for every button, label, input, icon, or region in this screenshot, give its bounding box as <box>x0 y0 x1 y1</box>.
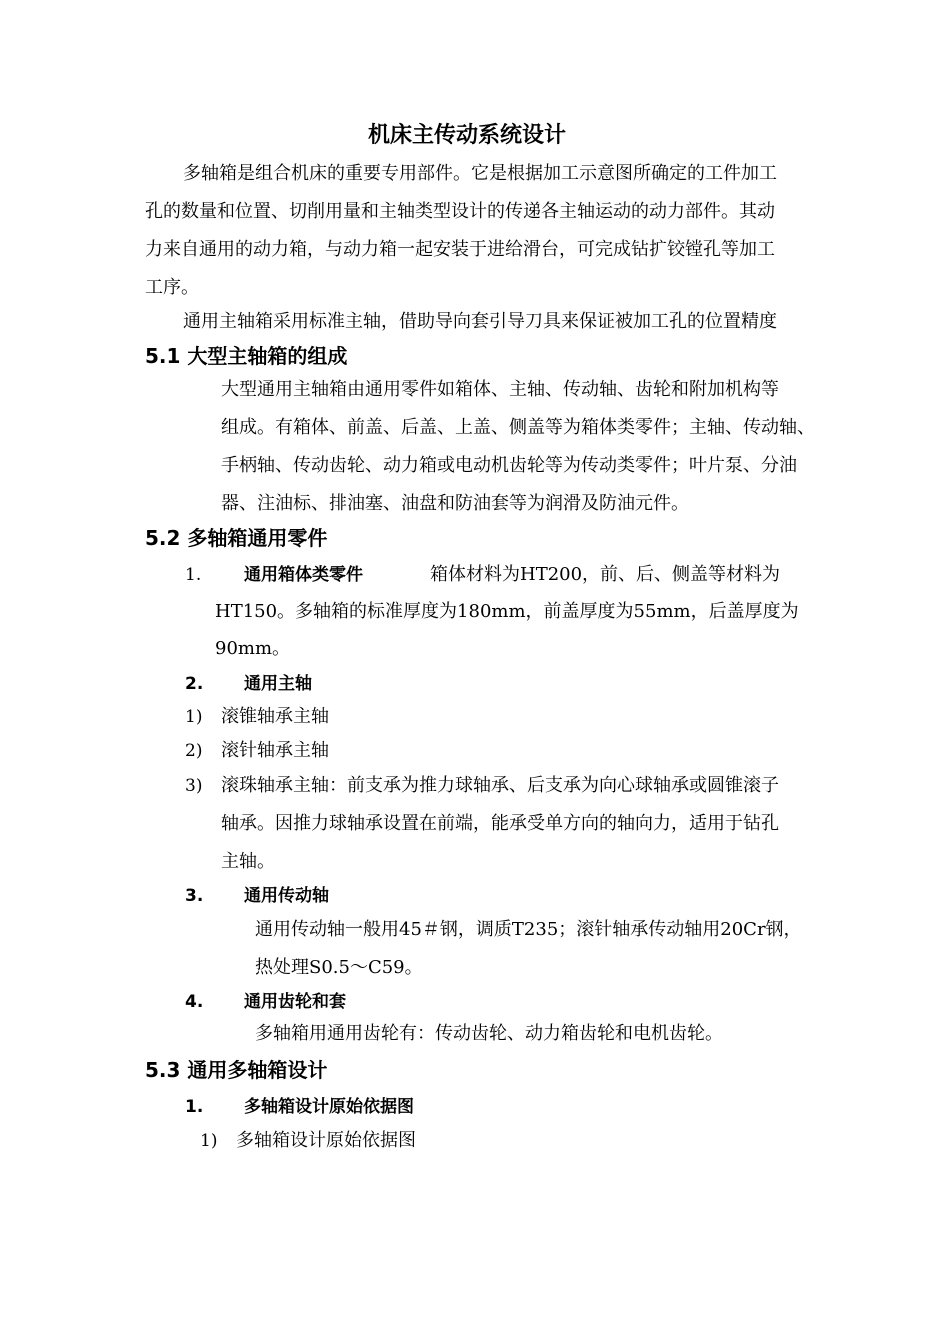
s52-item2-sub1-number: 1) <box>185 707 203 727</box>
s52-item2-sub2-number: 2) <box>185 741 203 761</box>
s51-line-1: 大型通用主轴箱由通用零件如箱体、主轴、传动轴、齿轮和附加机构等 <box>221 379 779 400</box>
s52-item2-sub3-number: 3) <box>185 776 203 796</box>
s52-item2-label: 通用主轴 <box>244 674 312 694</box>
s52-item3-label: 通用传动轴 <box>244 886 329 906</box>
s52-item3-line-2: 热处理S0.5～C59。 <box>255 957 423 978</box>
s52-item2-sub3-cont-2: 主轴。 <box>221 851 275 872</box>
s52-item1-line-2: HT150。多轴箱的标准厚度为180mm，前盖厚度为55mm，后盖厚度为 <box>215 601 799 622</box>
intro-line-4: 工序。 <box>145 277 199 298</box>
s51-line-3: 手柄轴、传动齿轮、动力箱或电动机齿轮等为传动类零件；叶片泵、分油 <box>221 455 797 476</box>
s52-item4-label: 通用齿轮和套 <box>244 992 346 1012</box>
s51-line-2: 组成。有箱体、前盖、后盖、上盖、侧盖等为箱体类零件；主轴、传动轴、 <box>221 417 815 438</box>
section-heading-5-3: 5.3 通用多轴箱设计 <box>145 1058 328 1082</box>
s53-item1-label: 多轴箱设计原始依据图 <box>244 1097 414 1117</box>
s52-item1-line-1: 箱体材料为HT200，前、后、侧盖等材料为 <box>430 564 781 585</box>
intro-line-1: 多轴箱是组合机床的重要专用部件。它是根据加工示意图所确定的工件加工 <box>183 163 777 184</box>
s52-item1-number: 1. <box>185 565 202 585</box>
intro-paragraph-2: 通用主轴箱采用标准主轴，借助导向套引导刀具来保证被加工孔的位置精度 <box>183 311 777 332</box>
s52-item2-sub3-cont-1: 轴承。因推力球轴承设置在前端，能承受单方向的轴向力，适用于钻孔 <box>221 813 779 834</box>
s52-item2-number: 2. <box>185 674 204 694</box>
s53-item1-sub1-text: 多轴箱设计原始依据图 <box>236 1130 416 1151</box>
s52-item3-number: 3. <box>185 886 204 906</box>
s52-item3-line-1: 通用传动轴一般用45＃钢，调质T235；滚针轴承传动轴用20Cr钢， <box>255 919 802 940</box>
s52-item2-sub2-text: 滚针轴承主轴 <box>221 740 329 761</box>
s51-line-4: 器、注油标、排油塞、油盘和防油套等为润滑及防油元件。 <box>221 493 689 514</box>
intro-line-3: 力来自通用的动力箱，与动力箱一起安装于进给滑台，可完成钻扩铰镗孔等加工 <box>145 239 775 260</box>
s52-item4-line: 多轴箱用通用齿轮有：传动齿轮、动力箱齿轮和电机齿轮。 <box>255 1023 723 1044</box>
s53-item1-sub1-number: 1) <box>200 1131 218 1151</box>
section-heading-5-1: 5.1 大型主轴箱的组成 <box>145 344 348 368</box>
page-title: 机床主传动系统设计 <box>368 123 567 148</box>
s52-item2-sub3-text: 滚珠轴承主轴：前支承为推力球轴承、后支承为向心球轴承或圆锥滚子 <box>221 775 779 796</box>
s52-item2-sub1-text: 滚锥轴承主轴 <box>221 706 329 727</box>
intro-line-2: 孔的数量和位置、切削用量和主轴类型设计的传递各主轴运动的动力部件。其动 <box>145 201 775 222</box>
section-heading-5-2: 5.2 多轴箱通用零件 <box>145 526 328 550</box>
s52-item4-number: 4. <box>185 992 204 1012</box>
s52-item1-label: 通用箱体类零件 <box>244 565 363 585</box>
s53-item1-number: 1. <box>185 1097 204 1117</box>
s52-item1-line-3: 90mm。 <box>215 638 291 659</box>
